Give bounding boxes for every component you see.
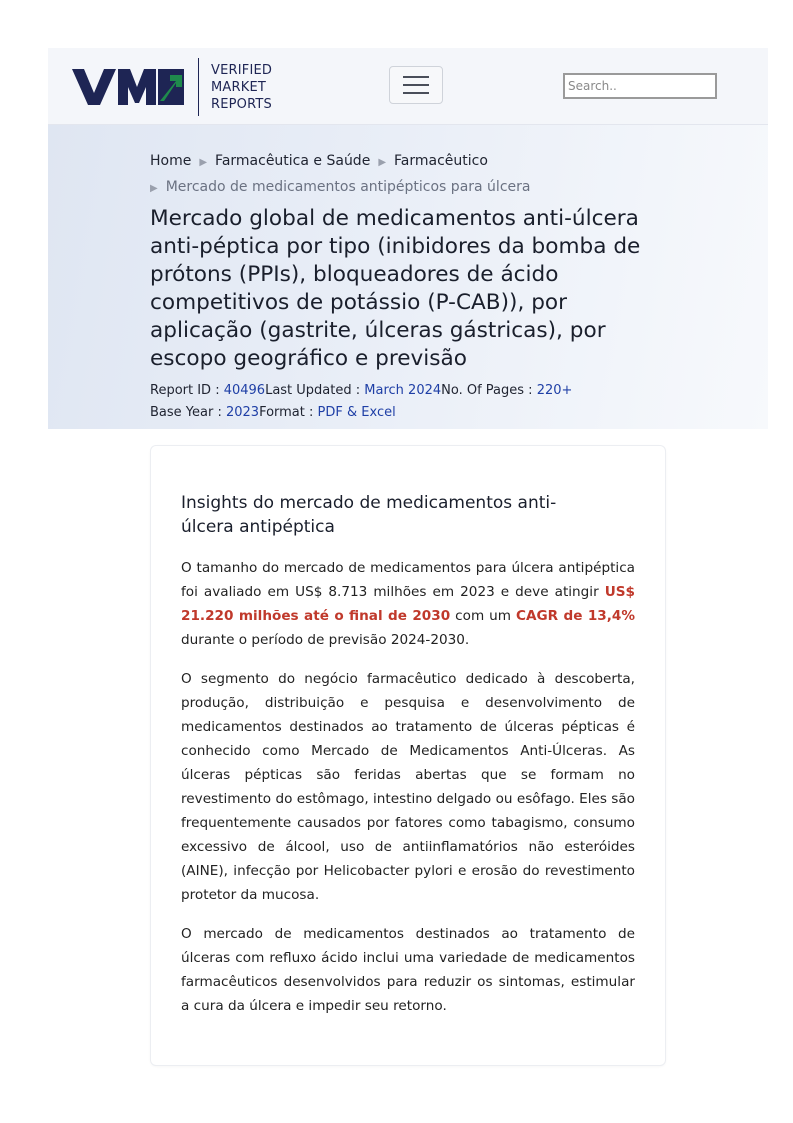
base-year-value: 2023	[225, 405, 260, 420]
search-input[interactable]	[563, 73, 717, 99]
vmr-logo[interactable]	[72, 58, 272, 116]
site-header	[48, 48, 768, 125]
page-title: Mercado global de medicamentos anti-úlcera anti-péptica por tipo (inibidores da bomba de prótons (PPIs), bloqueadores de ácido competitivos de potássio (P-CAB)), por aplicação (gastrite, úlceras gástricas), por escopo geográfico e previsão	[150, 206, 641, 371]
chevron-right-icon: ▶	[150, 183, 158, 194]
insights-paragraph: O mercado de medicamentos destinados ao tratamento de úlceras com refluxo ácido inclui uma variedade de medicamentos farmacêuticos desenvolvidos para reduzir os sintomas, estimular a cura da úlcera e impedir seu retorno.	[181, 926, 635, 1014]
base-year-label: Base Year :	[150, 405, 226, 420]
chevron-right-icon: ▶	[199, 157, 208, 168]
market-insights-card	[150, 445, 666, 1066]
pages-value: 220+	[536, 383, 573, 398]
breadcrumb-pharma-health[interactable]: Farmacêutica e Saúde	[215, 153, 371, 169]
last-updated-value: March 2024	[364, 383, 442, 398]
cagr-highlight: CAGR de 13,4%	[516, 608, 636, 624]
insights-paragraph	[181, 556, 635, 652]
logo-wordmark	[211, 62, 272, 113]
breadcrumb-current: Mercado de medicamentos antipépticos para úlcera	[165, 179, 531, 195]
vmr-logo-icon	[72, 67, 184, 107]
text-span: O tamanho do mercado de medicamentos para úlcera antipéptica foi avaliado em US$ 8.713 milhões em 2023 e deve atingir	[181, 560, 635, 600]
text-span: com um	[450, 608, 516, 624]
logo-divider	[198, 58, 199, 116]
format-label: Format :	[259, 405, 318, 420]
report-id-value: 40496	[223, 383, 266, 398]
report-hero	[48, 125, 768, 429]
pages-label: No. Of Pages :	[441, 383, 537, 398]
breadcrumb	[150, 149, 670, 201]
report-meta	[150, 380, 670, 424]
insights-body	[181, 556, 635, 1033]
hamburger-icon	[403, 76, 429, 78]
logo-line: VERIFIED	[211, 62, 273, 78]
forecast-value-highlight: US$ 21.220 milhões até o final de 2030	[181, 584, 635, 624]
text-span: durante o período de previsão 2024-2030.	[181, 632, 470, 648]
logo-line: MARKET	[211, 79, 267, 95]
last-updated-label: Last Updated :	[265, 383, 365, 398]
hamburger-menu-button[interactable]	[389, 66, 443, 104]
insights-paragraph: O segmento do negócio farmacêutico dedicado à descoberta, produção, distribuição e pesquisa e desenvolvimento de medicamentos destinados ao tratamento de úlceras pépticas é conhecido como Mercado de Medicamentos Anti-Úlceras. As úlceras pépticas são feridas abertas que se formam no revestimento do estômago, intestino delgado ou esôfago. Eles são frequentemente causados ​​por fatores como tabagismo, consumo excessivo de álcool, uso de antiinflamatórios não esteróides (AINE), infecção por Helicobacter pylori e erosão do revestimento protetor da mucosa.	[181, 671, 635, 903]
report-id-label: Report ID :	[150, 383, 224, 398]
logo-line: REPORTS	[211, 96, 272, 112]
insights-heading: Insights do mercado de medicamentos anti-úlcera antipéptica	[181, 493, 557, 537]
breadcrumb-home[interactable]: Home	[150, 153, 192, 169]
breadcrumb-pharmaceutical[interactable]: Farmacêutico	[394, 153, 488, 169]
chevron-right-icon: ▶	[378, 157, 387, 168]
format-value: PDF & Excel	[317, 405, 396, 420]
